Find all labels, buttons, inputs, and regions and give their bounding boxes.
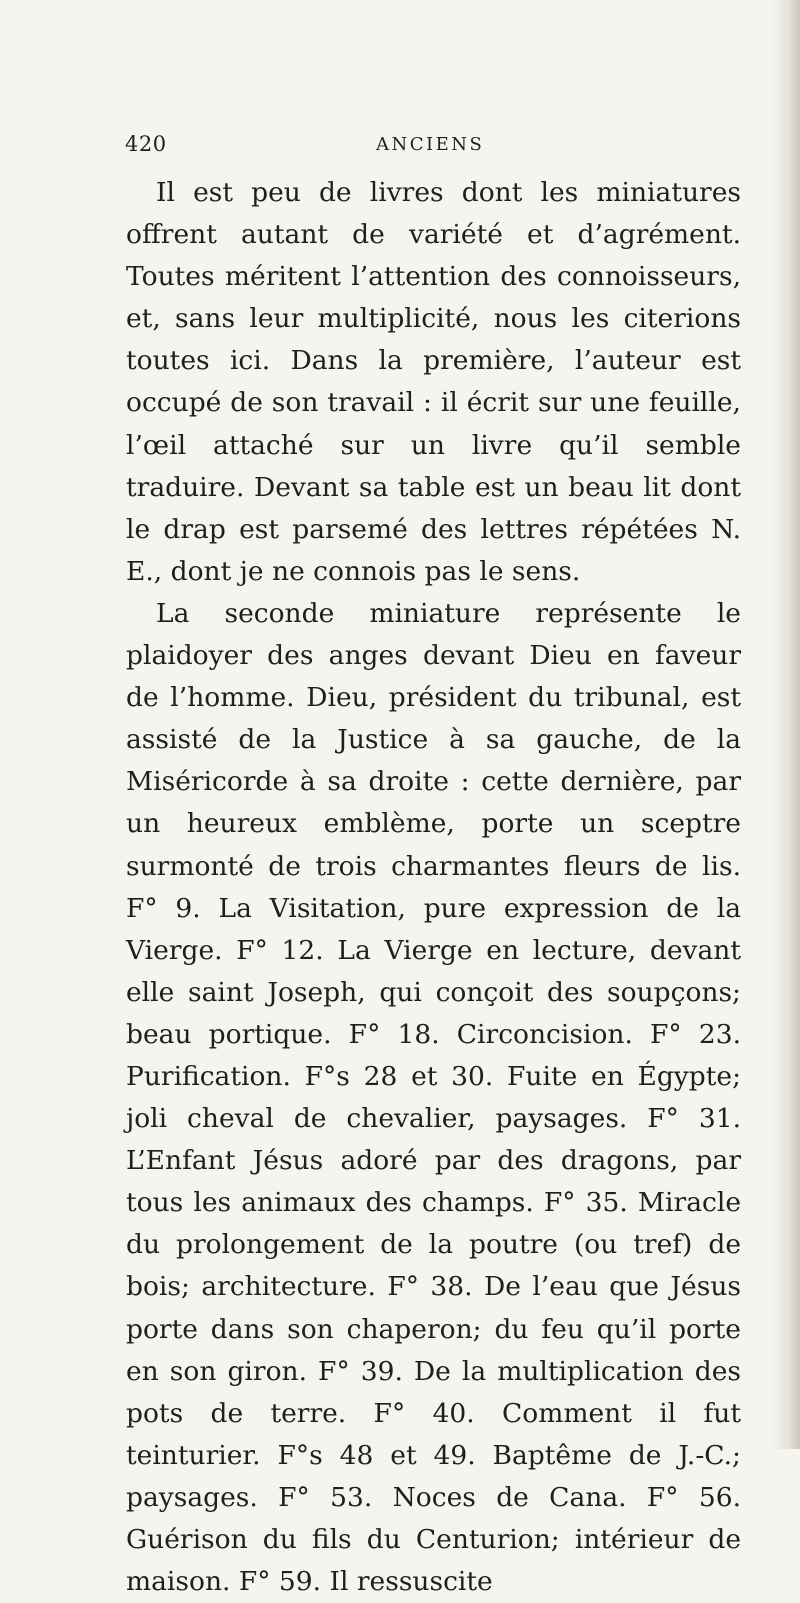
paragraph-2: La seconde miniature représente le plaidoyer des anges devant Dieu en faveur de l’homme. Dieu, président du tribunal, est assisté de la Justice à sa gauche, de la Miséricorde à sa droite : cette dernière, par un heureux emblème, porte un sceptre surmonté de trois charmantes fleurs de lis. F° 9. La Visitation, pure expression de la Vierge. F° 12. La Vierge en lecture, devant elle saint Joseph, qui conçoit des soupçons; beau portique. F° 18. Circoncision. F° 23. Purification. F°s 28 et 30. Fuite en Égypte; joli cheval de chevalier, paysages. F° 31. L’Enfant Jésus adoré par des dragons, par tous les animaux des champs. F° 35. Miracle du prolongement de la poutre (ou tref) de bois; architecture. F° 38. De l’eau que Jésus porte dans son chaperon; du feu qu’il porte en son giron. F° 39. De la multiplication des pots de terre. F° 40. Comment il fut teinturier. F°s 48 et 49. Baptême de J.-C.; paysages. F° 53. Noces de Cana. F° 56. Guérison du fils du Centurion; intérieur de maison. F° 59. Il ressuscite bbox=[126, 597, 741, 1598]
body-text bbox=[126, 172, 741, 1603]
page-number: 420 bbox=[125, 132, 167, 156]
running-head: ANCIENS bbox=[376, 134, 485, 155]
page-header bbox=[0, 132, 800, 162]
paragraph-1: Il est peu de livres dont les miniatures offrent autant de variété et d’agrément. Toutes méritent l’attention des connoisseurs, et, sans leur multiplicité, nous les citerions toutes ici. Dans la première, l’auteur est occupé de son travail : il écrit sur une feuille, l’œil attaché sur un livre qu’il semble traduire. Devant sa table est un beau lit dont le drap est parsemé des lettres répétées N. E., dont je ne connois pas le sens. bbox=[126, 177, 741, 587]
page-edge-shadow bbox=[772, 0, 800, 1449]
